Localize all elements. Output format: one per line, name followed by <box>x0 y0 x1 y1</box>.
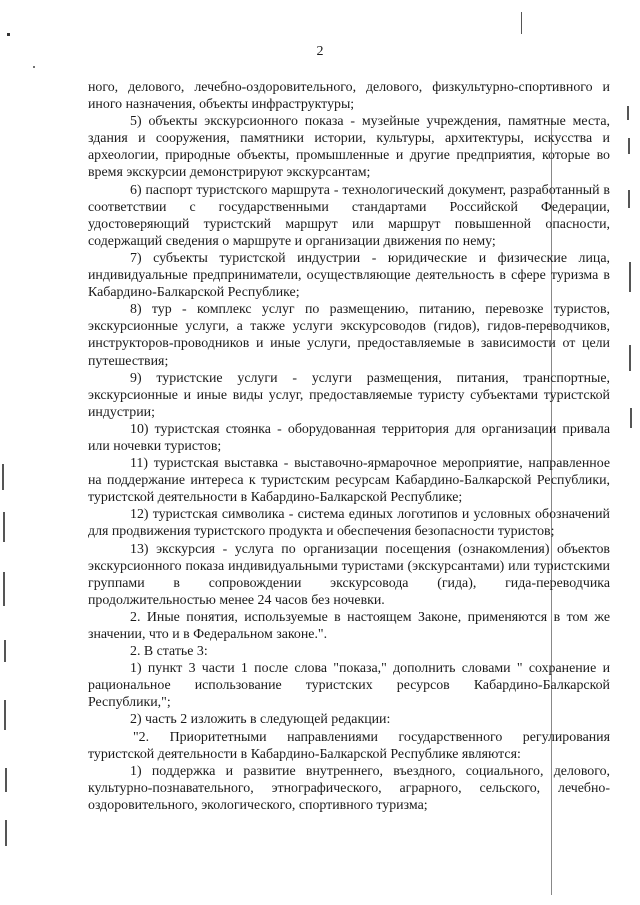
scan-line-left-margin-2 <box>3 512 5 542</box>
document-body <box>88 79 610 814</box>
paragraph-item-11: 11) туристская выставка - выставочно-ярмарочное мероприятие, направленное на поддержание интереса к туристским ресурсам Кабардино-Балкарской Республики, туристской деятельности в Кабардино-Балкарской Республике; <box>88 456 610 506</box>
paragraph-quoted-item-1: 1) поддержка и развитие внутреннего, въездного, социального, делового, культурно-познавательного, этнографического, аграрного, сельского, лечебно-оздоровительного, экологического, спортивного туризма; <box>88 763 610 813</box>
paragraph-continuation: ного, делового, лечебно-оздоровительного, делового, физкультурно-спортивного и иного назначения, объекты инфраструктуры; <box>88 80 610 113</box>
paragraph-item-13: 13) экскурсия - услуга по организации посещения (ознакомления) объектов экскурсионного показа индивидуальными туристами (экскурсантами) или туристскими группами в сопровождении экскурсовода (гида), гида-переводчика продолжительностью менее 24 часов без ночевки. <box>88 541 610 608</box>
scan-line-left-margin-3 <box>3 572 5 606</box>
scan-line-right-margin-4 <box>629 262 631 292</box>
paragraph-article-3-heading: 2. В статье 3: <box>130 644 208 660</box>
paragraph-article-3-item-2: 2) часть 2 изложить в следующей редакции: <box>130 712 391 728</box>
paragraph-item-6: 6) паспорт туристского маршрута - технологический документ, разработанный в соответствии с государственными стандартами Российской Федерации, удостоверяющий туристский маршрут или маршрут повышенной опасности, содержащий сведения о маршруте и организации движения по нему; <box>88 182 610 249</box>
page-number: 2 <box>316 44 324 59</box>
paragraph-item-10: 10) туристская стоянка - оборудованная территория для организации привала или ночевки туристов; <box>88 421 610 454</box>
paragraph-quoted-part-2: "2. Приоритетными направлениями государственного регулирования туристской деятельности в Кабардино-Балкарской Республике являются: <box>88 729 610 762</box>
paragraph-item-12: 12) туристская символика - система единых логотипов и условных обозначений для продвижения туристского продукта и обеспечения безопасности туристов; <box>88 507 610 540</box>
scan-line-left-margin-4 <box>4 640 6 662</box>
scan-line-right-margin-3 <box>628 190 630 208</box>
scan-mark-corner <box>7 33 10 36</box>
paragraph-item-9: 9) туристские услуги - услуги размещения, питания, транспортные, экскурсионные и иные виды услуг, предоставляемые туристу субъектами туристской индустрии; <box>88 370 610 420</box>
scan-line-right-margin-2 <box>628 138 630 154</box>
scan-line-right-margin-6 <box>630 408 632 428</box>
scan-line-left-margin-6 <box>5 768 7 792</box>
scan-line-left-margin-1 <box>2 464 4 490</box>
paragraph-item-5: 5) объекты экскурсионного показа - музейные учреждения, памятные места, здания и сооружения, памятники истории, культуры, архитектуры, искусства и археологии, природные объекты, промышленные и другие предприятия, которые во время экскурсии демонстрируют экскурсантам; <box>88 114 610 181</box>
scan-line-right-margin-1 <box>627 106 629 120</box>
scan-line-right-edge <box>521 12 522 34</box>
paragraph-part-2: 2. Иные понятия, используемые в настоящем Законе, применяются в том же значении, что и в Федеральном законе.". <box>88 609 610 642</box>
scan-line-left-margin-5 <box>4 700 6 730</box>
paragraph-item-8: 8) тур - комплекс услуг по размещению, питанию, перевозке туристов, экскурсионные услуги, а также услуги экскурсоводов (гидов), гидов-переводчиков, инструкторов-проводников и иные услуги, предоставляемые в зависимости от цели путешествия; <box>88 302 610 369</box>
paragraph-article-3-item-1: 1) пункт 3 части 1 после слова "показа," дополнить словами " сохранение и рациональное использование туристских ресурсов Кабардино-Балкарской Республики,"; <box>88 661 610 711</box>
scan-line-left-margin-7 <box>5 820 7 846</box>
paragraph-item-7: 7) субъекты туристской индустрии - юридические и физические лица, индивидуальные предприниматели, осуществляющие деятельность в сфере туризма в Кабардино-Балкарской Республике; <box>88 250 610 301</box>
scan-dot <box>33 66 35 68</box>
scan-line-right-margin-5 <box>629 345 631 371</box>
